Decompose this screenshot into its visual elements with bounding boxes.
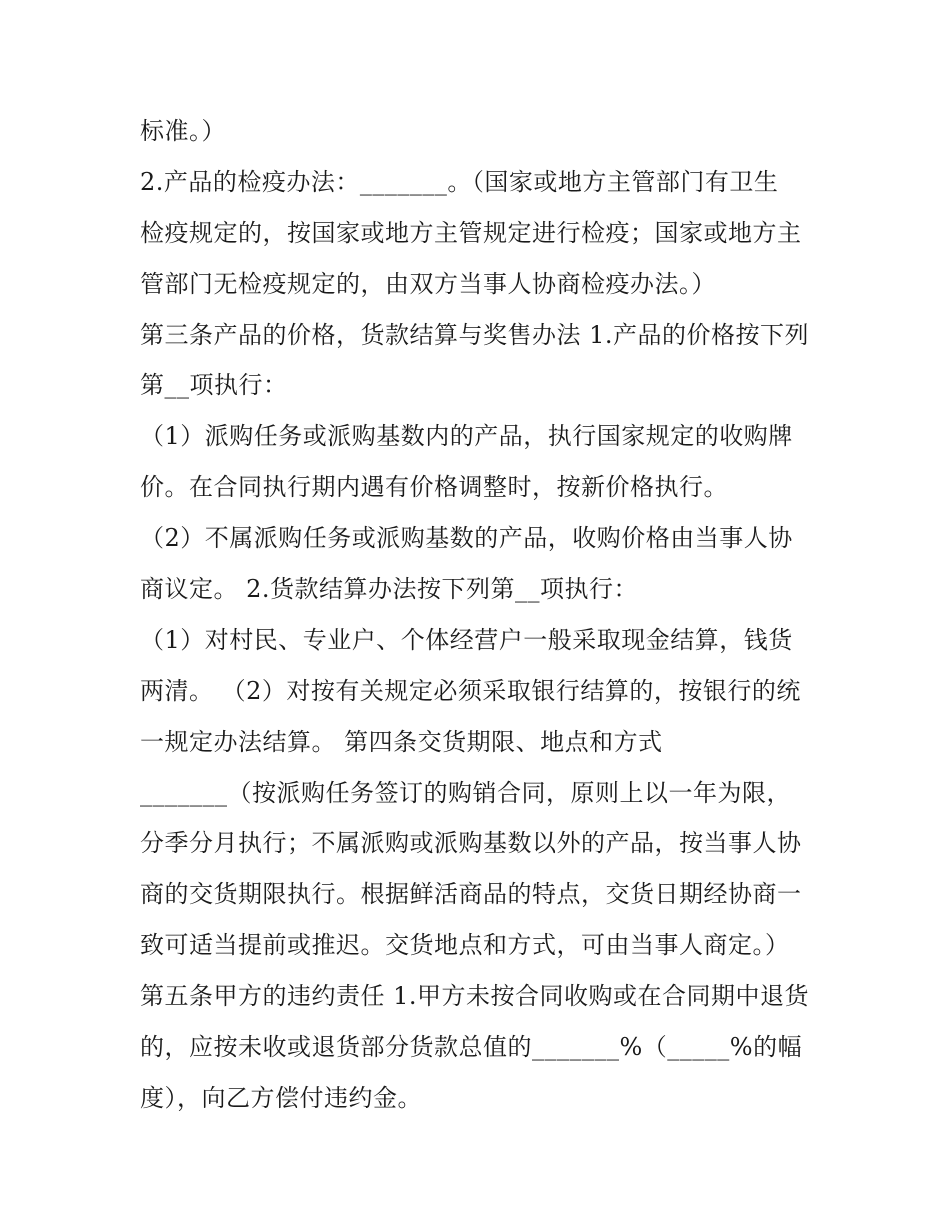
contract-text-body [140,106,820,1124]
text-line: 检疫规定的，按国家或地方主管规定进行检疫；国家或地方主 [140,218,802,247]
text-line: 标准。） [140,117,226,145]
text-line: 第三条产品的价格，货款结算与奖售办法 1.产品的价格按下列 [140,320,810,349]
text-line: 商议定。 2.货款结算办法按下列第__项执行： [140,575,639,604]
text-line: 的，应按未收或退货部分货款总值的_______%（_____%的幅 [140,1033,803,1062]
text-line: 致可适当提前或推迟。交货地点和方式，可由当事人商定。） [140,931,790,960]
text-line: （1）派购任务或派购基数内的产品，执行国家规定的收购牌 [140,422,793,451]
text-line: 2.产品的检疫办法：_______。（国家或地方主管部门有卫生 [140,167,779,196]
text-line: 价。在合同执行期内遇有价格调整时，按新价格执行。 [140,473,728,502]
text-line: 两清。 （2）对按有关规定必须采取银行结算的，按银行的统 [140,676,801,705]
text-line: 第__项执行： [140,371,288,400]
text-line: 一规定办法结算。 第四条交货期限、地点和方式 [140,727,663,756]
text-line: （1）对村民、专业户、个体经营户一般采取现金结算，钱货 [140,625,793,654]
text-line: 度），向乙方偿付违约金。 [140,1083,422,1112]
text-line: 分季分月执行；不属派购或派购基数以外的产品，按当事人协 [140,829,802,858]
text-line: （2）不属派购任务或派购基数的产品，收购价格由当事人协 [140,524,793,553]
text-line: 管部门无检疫规定的，由双方当事人协商检疫办法。） [140,269,716,298]
text-line: _______（按派购任务签订的购销合同，原则上以一年为限， [140,778,791,807]
text-line: 商的交货期限执行。根据鲜活商品的特点，交货日期经协商一 [140,880,802,909]
text-line: 第五条甲方的违约责任 1.甲方未按合同收购或在合同期中退货 [140,982,810,1011]
